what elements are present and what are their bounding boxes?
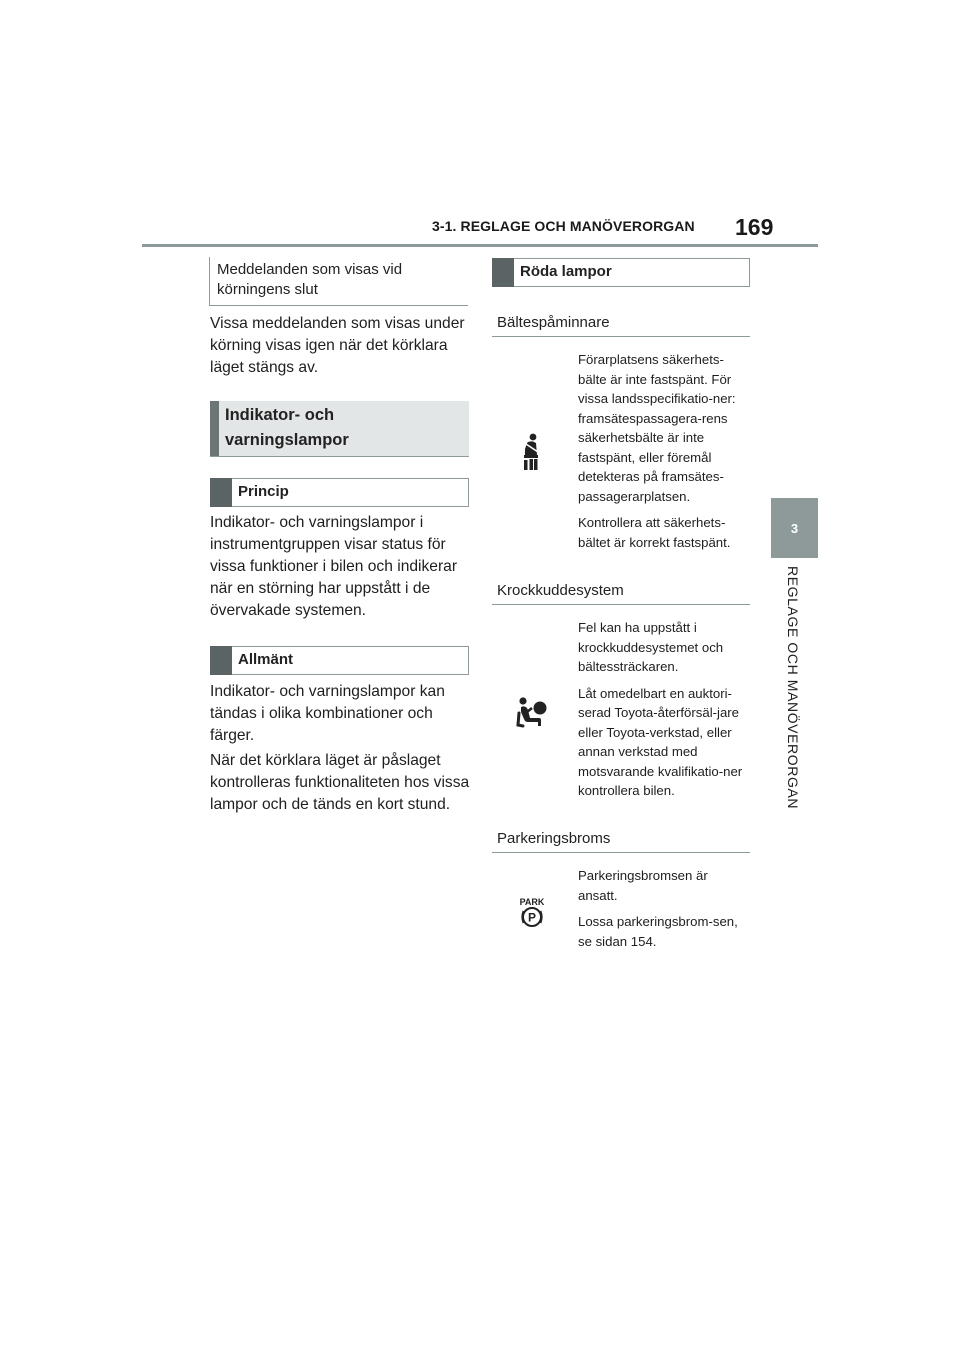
park-letter: P [527, 910, 537, 925]
lamp-heading-text: Parkeringsbroms [497, 830, 611, 847]
message-box-bar [209, 257, 210, 305]
chapter-title-vertical [770, 566, 820, 826]
lamp-text: Låt omedelbart en auktori-serad Toyota-återförsäl-jare eller Toyota-verkstad, eller annan verkstad med motsvarande kvalifikatio-ner kontrollera bilen. [578, 685, 743, 798]
lamp-text: Förarplatsens säkerhets-bälte är inte fastspänt. För vissa landsspecifikatio-ner: framsätespassagera-rens säkerhetsbälte är inte fastspänt, eller föremål detekteras på framsätes-passagerarplatsen. [578, 352, 736, 504]
subheading-text: Röda lampor [520, 263, 612, 280]
lamp-heading-text: Bältespåminnare [497, 314, 610, 331]
chapter-tab [771, 498, 818, 558]
paragraph-2: Indikator- och varningslampor i instrumentgruppen visar status för vissa funktioner i bilen och indikerar när en störning har uppstått i de övervakade systemen. [210, 514, 458, 619]
parking-brake-icon [518, 896, 546, 928]
message-box [209, 257, 468, 306]
lamp-heading-airbag [492, 578, 750, 605]
subheading-bar [492, 258, 514, 287]
lamp-description-airbag [578, 618, 750, 808]
chapter-number: 3 [790, 520, 799, 536]
section-heading-bar [210, 401, 219, 456]
lamp-text: Fel kan ha uppstått i krockkuddesystemet och bältessträckaren. [578, 620, 724, 674]
section-heading-text: Indikator- och varningslampor [225, 406, 349, 449]
lamp-text: Lossa parkeringsbrom-sen, se sidan 154. [578, 914, 738, 949]
subheading-text: Allmänt [238, 651, 294, 668]
subheading-roda-lampor [492, 258, 750, 287]
section-heading-indikator [210, 401, 469, 457]
header-rule [142, 244, 818, 247]
subheading-bar [210, 646, 232, 675]
lamp-heading-parking-brake [492, 826, 750, 853]
chapter-title: REGLAGE OCH MANÖVERORGAN [785, 566, 801, 810]
paragraph-3: Indikator- och varningslampor kan tändas i olika kombinationer och färger. [210, 683, 445, 744]
subheading-allmant [210, 646, 469, 675]
lamp-heading-text: Krockkuddesystem [497, 582, 624, 599]
airbag-icon [515, 696, 549, 730]
lamp-description-parking-brake [578, 866, 750, 958]
page-number: 169 [735, 214, 774, 240]
message-box-text: Meddelanden som visas vid körningens slut [217, 261, 403, 298]
subheading-princip [210, 478, 469, 507]
paragraph-1: Vissa meddelanden som visas under körning visas igen när det körklara läget stängs av. [210, 315, 465, 376]
lamp-description-seatbelt [578, 350, 750, 559]
section-header: 3-1. REGLAGE OCH MANÖVERORGAN [432, 218, 695, 234]
seatbelt-icon [521, 433, 543, 471]
subheading-text: Princip [238, 483, 289, 500]
subheading-bar [210, 478, 232, 507]
park-label: PARK [519, 897, 545, 907]
lamp-text: Kontrollera att säkerhets-bältet är korrekt fastspänt. [578, 515, 731, 550]
lamp-text: Parkeringsbromsen är ansatt. [578, 868, 708, 903]
lamp-heading-seatbelt [492, 310, 750, 337]
paragraph-4: När det körklara läget är påslaget kontrolleras funktionaliteten hos vissa lampor och de tänds en kort stund. [210, 752, 470, 813]
